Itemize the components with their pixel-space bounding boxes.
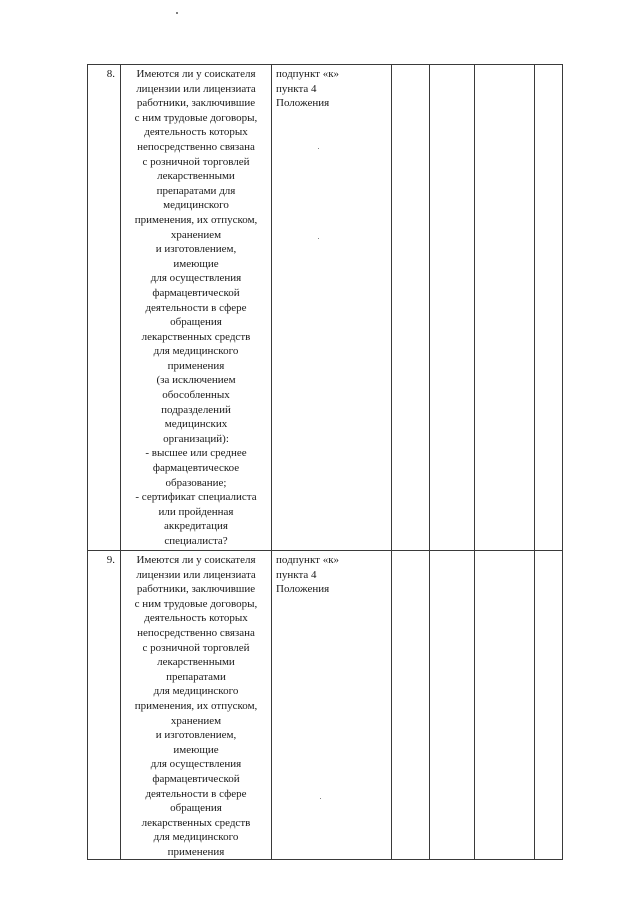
text-line: пункта 4 bbox=[276, 568, 317, 581]
text-line: Имеются ли у соискателя bbox=[136, 554, 256, 566]
text-line: или пройденная bbox=[158, 505, 234, 518]
empty-cell bbox=[475, 551, 535, 860]
empty-cell bbox=[475, 65, 535, 551]
text-line: лицензии или лицензиата bbox=[136, 568, 256, 581]
text-line: с ним трудовые договоры, bbox=[134, 111, 258, 124]
reference-cell bbox=[272, 65, 392, 551]
text-line: применения bbox=[167, 359, 225, 372]
text-line: деятельности в сфере bbox=[145, 301, 247, 314]
text-line: лекарственными bbox=[157, 656, 235, 669]
empty-cell bbox=[535, 65, 563, 551]
text-line: лекарственных средств bbox=[141, 330, 251, 343]
text-line: обращения bbox=[170, 802, 222, 815]
text-line: деятельности в сфере bbox=[145, 787, 247, 800]
text-line: лекарственными bbox=[157, 170, 235, 183]
text-line: имеющие bbox=[173, 257, 219, 270]
text-line: фармацевтической bbox=[152, 286, 240, 299]
text-line: препаратами bbox=[166, 670, 226, 683]
text-line: обращения bbox=[170, 316, 222, 329]
text-line: деятельность которых bbox=[144, 126, 248, 139]
text-line: работники, заключившие bbox=[136, 97, 256, 110]
text-line: (за исключением bbox=[156, 374, 236, 387]
checklist-table bbox=[87, 64, 563, 860]
text-line: для медицинского bbox=[153, 345, 239, 358]
text-line: подпункт «к» bbox=[276, 554, 340, 566]
text-line: фармацевтическое bbox=[152, 462, 240, 475]
text-line: хранением bbox=[170, 228, 222, 241]
text-line: обособленных bbox=[162, 389, 230, 402]
empty-cell bbox=[392, 65, 430, 551]
text-line: Положения bbox=[276, 97, 330, 110]
text-line: подразделений bbox=[161, 403, 231, 416]
text-line: и изготовлением, bbox=[155, 243, 237, 256]
row-number: 8. bbox=[88, 65, 121, 551]
text-line: лекарственных средств bbox=[141, 816, 251, 829]
reference-cell bbox=[272, 551, 392, 860]
text-line: препаратами для bbox=[156, 184, 236, 197]
text-line: непосредственно связана bbox=[137, 140, 255, 153]
text-line: работники, заключившие bbox=[136, 583, 256, 596]
text-line: с розничной торговлей bbox=[142, 641, 250, 654]
text-line: - сертификат специалиста bbox=[135, 491, 257, 504]
text-line: хранением bbox=[170, 714, 222, 727]
text-line: для осуществления bbox=[150, 758, 242, 771]
text-line: применения, их отпуском, bbox=[134, 213, 258, 226]
text-line: для медицинского bbox=[153, 831, 239, 844]
text-line: применения, их отпуском, bbox=[134, 699, 258, 712]
empty-cell bbox=[430, 551, 475, 860]
table-row bbox=[88, 551, 563, 860]
empty-cell bbox=[430, 65, 475, 551]
text-line: организаций): bbox=[163, 432, 229, 445]
text-line: фармацевтической bbox=[152, 772, 240, 785]
text-line: медицинских bbox=[164, 418, 228, 431]
question-cell bbox=[121, 551, 272, 860]
text-line: образование; bbox=[165, 476, 227, 489]
scan-speck bbox=[176, 12, 178, 14]
text-line: аккредитация bbox=[164, 520, 228, 533]
text-line: имеющие bbox=[173, 743, 219, 756]
text-line: применения bbox=[167, 845, 225, 858]
empty-cell bbox=[392, 551, 430, 860]
text-line: Положения bbox=[276, 583, 330, 596]
text-line: пункта 4 bbox=[276, 82, 317, 95]
empty-cell bbox=[535, 551, 563, 860]
text-line: лицензии или лицензиата bbox=[136, 82, 256, 95]
text-line: с ним трудовые договоры, bbox=[134, 597, 258, 610]
text-line: специалиста? bbox=[164, 535, 228, 547]
table-row bbox=[88, 65, 563, 551]
text-line: непосредственно связана bbox=[137, 626, 255, 639]
text-line: Имеются ли у соискателя bbox=[136, 68, 256, 80]
text-line: с розничной торговлей bbox=[142, 155, 250, 168]
text-line: медицинского bbox=[163, 199, 229, 212]
text-line: деятельность которых bbox=[144, 612, 248, 625]
text-line: для медицинского bbox=[153, 685, 239, 698]
text-line: подпункт «к» bbox=[276, 68, 340, 80]
row-number: 9. bbox=[88, 551, 121, 860]
text-line: и изготовлением, bbox=[155, 729, 237, 742]
text-line: - высшее или среднее bbox=[145, 447, 247, 460]
text-line: для осуществления bbox=[150, 272, 242, 285]
question-cell bbox=[121, 65, 272, 551]
